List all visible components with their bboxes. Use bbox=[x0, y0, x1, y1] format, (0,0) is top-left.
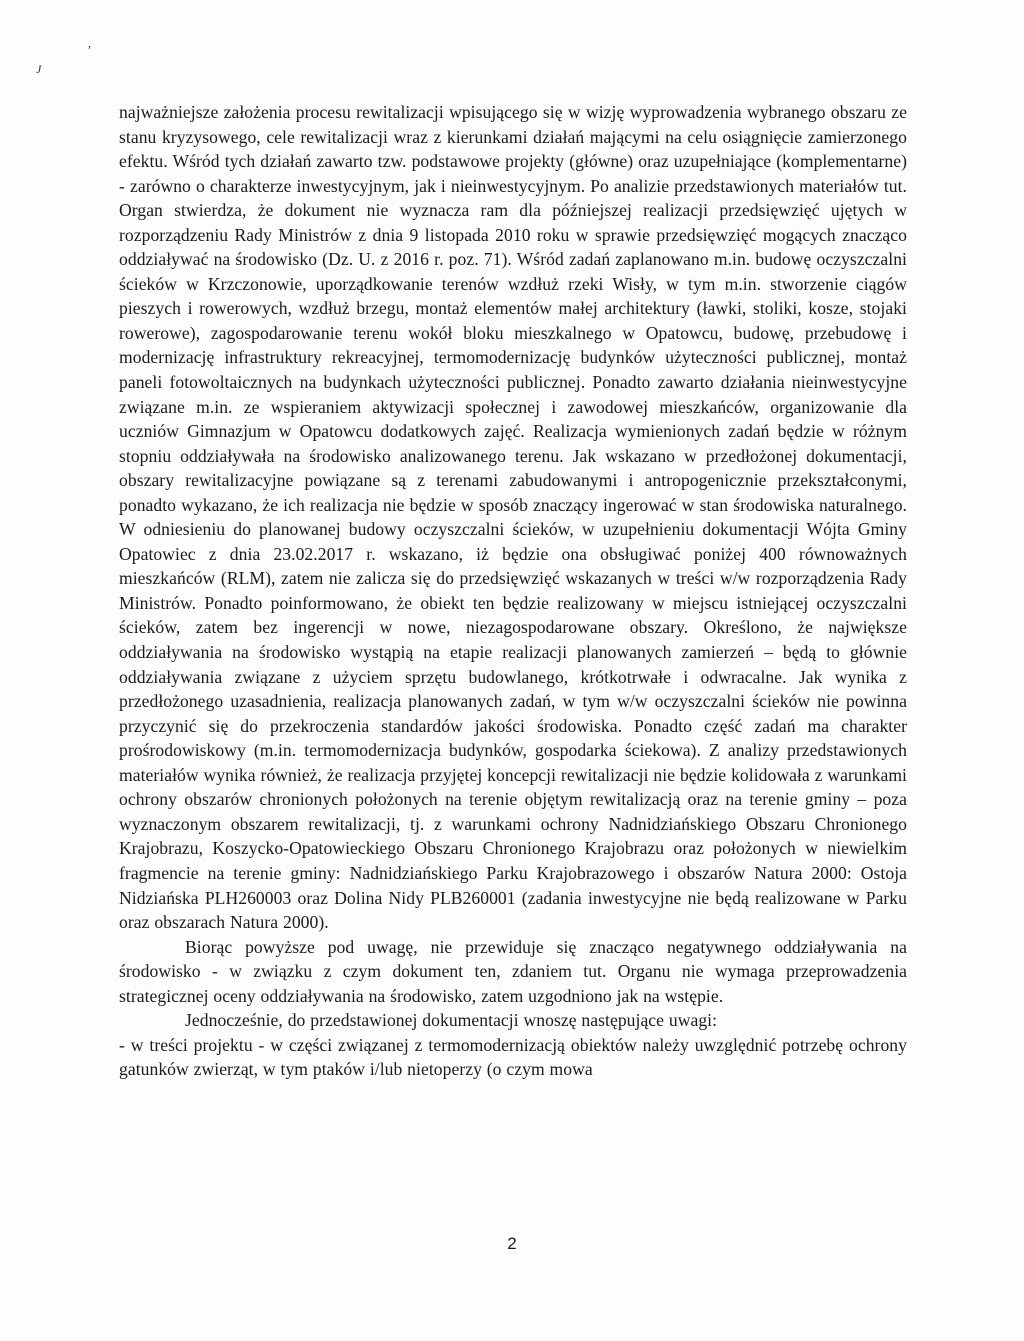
body-text bbox=[119, 100, 907, 1082]
paragraph: - w treści projektu - w części związanej z termomodernizacją obiektów należy uwzględnić potrzebę ochrony gatunków zwierząt, w tym ptaków i/lub nietoperzy (o czym mowa bbox=[119, 1034, 907, 1080]
scan-mark: , bbox=[88, 36, 91, 50]
page-number: 2 bbox=[507, 1234, 517, 1253]
scan-mark: J bbox=[36, 62, 42, 76]
paragraph: Biorąc powyższe pod uwagę, nie przewiduje się znacząco negatywnego oddziaływania na środowisko - w związku z czym dokument ten, zdaniem tut. Organu nie wymaga przeprowadzenia strategicznej oceny oddziaływania na środowisko, zatem uzgodniono jak na wstępie. bbox=[119, 936, 907, 1006]
paragraph: najważniejsze założenia procesu rewitalizacji wpisującego się w wizję wyprowadzenia wybranego obszaru ze stanu kryzysowego, cele rewitalizacji wraz z kierunkami działań mającymi na celu osiągnięcie zamierzonego efektu. Wśród tych działań zawarto tzw. podstawowe projekty (główne) oraz uzupełniające (komplementarne) - zarówno o charakterze inwestycyjnym, jak i nieinwestycyjnym. Po analizie przedstawionych materiałów tut. Organ stwierdza, że dokument nie wyznacza ram dla późniejszej realizacji przedsięwzięć ujętych w rozporządzeniu Rady Ministrów z dnia 9 listopada 2010 roku w sprawie przedsięwzięć mogących znacząco oddziaływać na środowisko (Dz. U. z 2016 r. poz. 71). Wśród zadań zaplanowano m.in. budowę oczyszczalni ścieków w Krzczonowie, uporządkowanie terenów wzdłuż rzeki Wisły, w tym m.in. stworzenie ciągów pieszych i rowerowych, wzdłuż brzegu, montaż elementów małej architektury (ławki, stoliki, kosze, stojaki rowerowe), zagospodarowanie terenu wokół bloku mieszkalnego w Opatowcu, budowę, przebudowę i modernizację infrastruktury rekreacyjnej, termomodernizację budynków użyteczności publicznej, montaż paneli fotowoltaicznych na budynkach użyteczności publicznej. Ponadto zawarto działania nieinwestycyjne związane m.in. ze wspieraniem aktywizacji społecznej i zawodowej mieszkańców, organizowanie dla uczniów Gimnazjum w Opatowcu dodatkowych zajęć. Realizacja wymienionych zadań będzie w różnym stopniu oddziaływała na środowisko analizowanego terenu. Jak wskazano w przedłożonej dokumentacji, obszary rewitalizacyjne powiązane są z terenami zabudowanymi i antropogenicznie przekształconymi, ponadto wykazano, że ich realizacja nie będzie w sposób znaczący ingerować w stan środowiska naturalnego. W odniesieniu do planowanej budowy oczyszczalni ścieków, w uzupełnieniu dokumentacji Wójta Gminy Opatowiec z dnia 23.02.2017 r. wskazano, iż będzie ona obsługiwać poniżej 400 równoważnych mieszkańców (RLM), zatem nie zalicza się do przedsięwzięć wskazanych w treści w/w rozporządzenia Rady Ministrów. Ponadto poinformowano, że obiekt ten będzie realizowany w miejscu istniejącej oczyszczalni ścieków, zatem bez ingerencji w nowe, niezagospodarowane obszary. Określono, że największe oddziaływania na środowisko wystąpią na etapie realizacji planowanych zamierzeń – będą to głównie oddziaływania związane z użyciem sprzętu budowlanego, krótkotrwałe i odwracalne. Jak wynika z przedłożonego uzasadnienia, realizacja planowanych zadań, w tym w/w oczyszczalni ścieków nie powinna przyczynić się do przekroczenia standardów jakości środowiska. Ponadto część zadań ma charakter prośrodowiskowy (m.in. termomodernizacja budynków, gospodarka ściekowa). Z analizy przedstawionych materiałów wynika również, że realizacja przyjętej koncepcji rewitalizacji nie będzie kolidowała z warunkami ochrony obszarów chronionych położonych na terenie objętym rewitalizacją oraz na terenie gminy – poza wyznaczonym obszarem rewitalizacji, tj. z warunkami ochrony Nadnidziańskiego Obszaru Chronionego Krajobrazu, Koszycko-Opatowieckiego Obszaru Chronionego Krajobrazu oraz położonych w niewielkim fragmencie na terenie gminy: Nadnidziańskiego Parku Krajobrazowego i obszarów Natura 2000: Ostoja Nidziańska PLH260003 oraz Dolina Nidy PLB260001 (zadania inwestycyjne nie będą realizowane w Parku oraz obszarach Natura 2000). bbox=[119, 102, 907, 933]
paragraph: Jednocześnie, do przedstawionej dokumentacji wnoszę następujące uwagi: bbox=[185, 1010, 718, 1031]
